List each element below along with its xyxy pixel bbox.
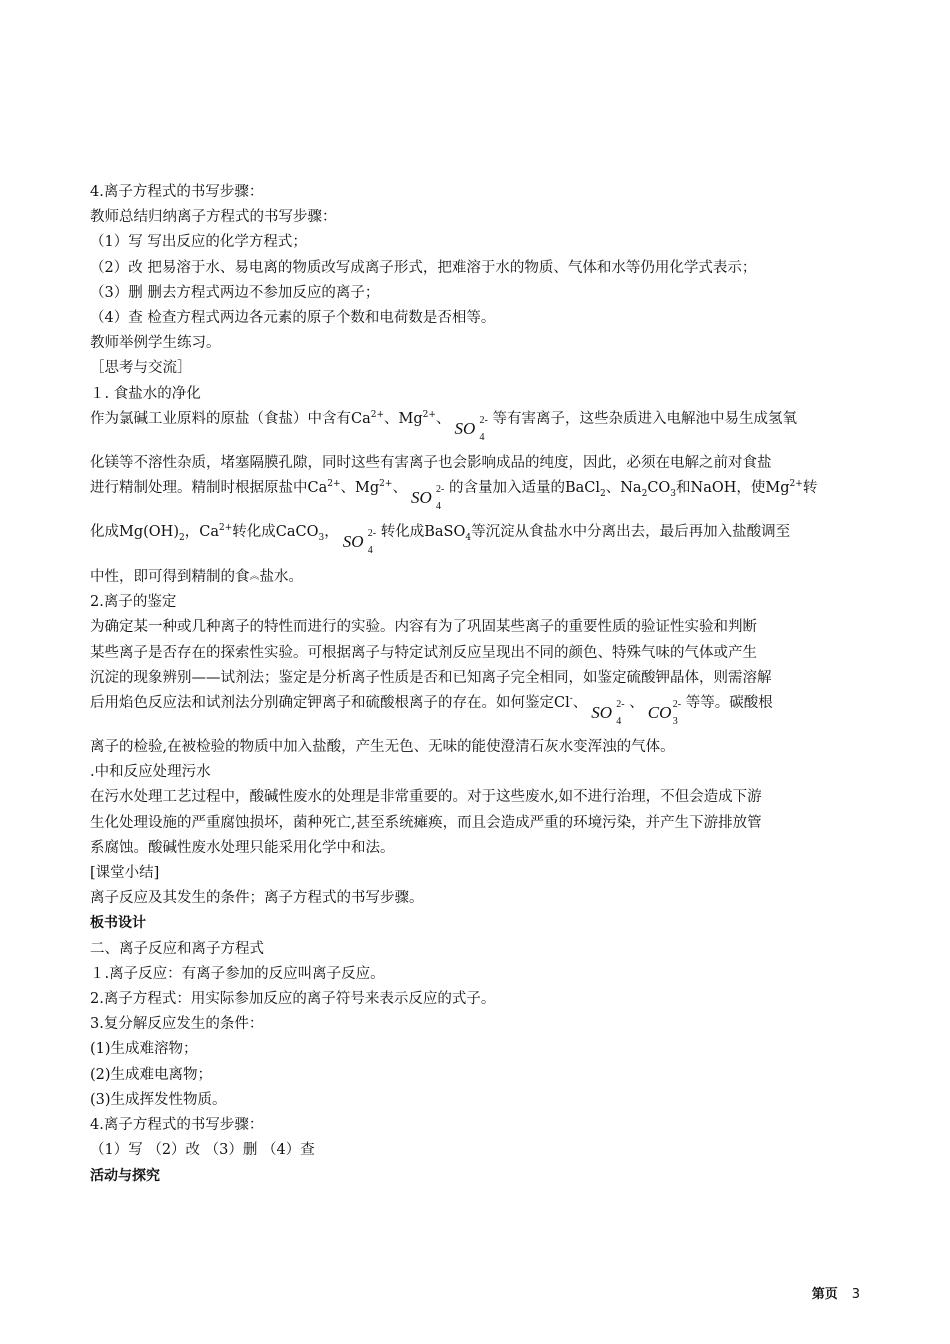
sulfate-ion-formula: SO 2- 4 (591, 699, 625, 728)
text-line: （1）写 写出反应的化学方程式； (90, 234, 307, 251)
carbonate-ion-formula: CO 2- 3 (647, 699, 682, 728)
summary-text: 离子反应及其发生的条件；离子方程式的书写步骤。 (90, 890, 424, 907)
text-line: （2）改 把易溶于水、易电离的物质改写成离子形式，把难溶于水的物质、气体和水等仍用化学式表示； (90, 259, 757, 276)
caret-mark: ︽ (249, 571, 260, 583)
paragraph-line: 在污水处理工艺过程中，酸碱性废水的处理是非常重要的。对于这些废水,如不进行治理，不但会造成下游 (90, 789, 762, 806)
sulfate-ion-formula: SO 2- 4 (342, 528, 377, 557)
paragraph-line: 化镁等不溶性杂质，堵塞隔膜孔隙，同时这些有害离子也会影响成品的纯度，因此，必须在电解之前对食盐 (90, 454, 772, 471)
paragraph-line: 沉淀的现象辨别——试剂法；鉴定是分析离子性质是否和已知离子完全相同，如鉴定硫酸钾晶体，则需溶解 (90, 669, 772, 686)
summary-title: [课堂小结] (90, 865, 160, 882)
page-footer (812, 1283, 860, 1302)
text-line: ［思考与交流］ (90, 360, 192, 377)
board-line: 4.离子方程式的书写步骤： (90, 1117, 264, 1134)
paragraph-line: 后用焰色反应法和试剂法分别确定钾离子和硫酸根离子的存在。如何鉴定Cl-、 SO 2- 4 、 CO 2- 3 等等。碳酸根 (90, 694, 773, 728)
page-number: 3 (851, 1287, 860, 1302)
paragraph-line: 进行精制处理。精制时根据原盐中$Ca^{2+}$、$Mg^{2+}$、 SO 2- 4 的含量加入适量的BaCl$_2$、$Na_2CO_3$和NaOH，使$Mg^{2+}$转 (90, 479, 818, 513)
activity-heading: 活动与探究 (90, 1167, 160, 1184)
document-body (90, 180, 862, 1189)
board-line: 二、离子反应和离子方程式 (90, 940, 264, 957)
paragraph-line: 化成$Mg(OH)_2$，$Ca^{2+}$转化成CaCO$_3$， SO 2- 4 转化成BaSO$_4$等沉淀从食盐水中分离出去，最后再加入盐酸调至 (90, 523, 791, 557)
sulfate-ion-formula: SO 2- 4 (410, 484, 445, 513)
board-line: 2.离子方程式：用实际参加反应的离子符号来表示反应的式子。 (90, 991, 496, 1008)
board-line: １.离子反应：有离子参加的反应叫离子反应。 (90, 965, 385, 982)
board-line: 3.复分解反应发生的条件： (90, 1016, 264, 1033)
paragraph-line: 中性，即可得到精制的食︽盐水。 (90, 564, 862, 590)
text-line: １. 食盐水的净化 (90, 385, 201, 402)
board-line: (2)生成难电离物； (90, 1066, 213, 1083)
page-label: 第页 (811, 1287, 838, 1302)
text-line: （4）查 检查方程式两边各元素的原子个数和电荷数是否相等。 (90, 310, 496, 327)
paragraph-line: 离子的检验,在被检验的物质中加入盐酸，产生无色、无味的能使澄清石灰水变浑浊的气体。 (90, 739, 675, 756)
board-line: (1)生成难溶物； (90, 1041, 198, 1058)
section-title: .中和反应处理污水 (90, 764, 211, 781)
section-title: 2.离子的鉴定 (90, 594, 177, 611)
paragraph-line: 系腐蚀。酸碱性废水处理只能采用化学中和法。 (90, 839, 395, 856)
board-design-heading: 板书设计 (90, 915, 146, 932)
paragraph-line: 某些离子是否存在的探索性实验。可根据离子与特定试剂反应呈现出不同的颜色、特殊气味的气体或产生 (90, 644, 757, 661)
board-line: (3)生成挥发性物质。 (90, 1091, 227, 1108)
text-line: 教师举例学生练习。 (90, 335, 221, 352)
text-line: 教师总结归纳离子方程式的书写步骤： (90, 209, 337, 226)
paragraph-line: 为确定某一种或几种离子的特性而进行的实验。内容有为了巩固某些离子的重要性质的验证性实验和判断 (90, 619, 757, 636)
sulfate-ion-formula: SO 2- 4 (454, 414, 488, 443)
paragraph-line: 生化处理设施的严重腐蚀损坏，菌种死亡,甚至系统瘫痪，而且会造成严重的环境污染，并产生下游排放管 (90, 814, 762, 831)
text-line: 4.离子方程式的书写步骤： (90, 184, 264, 200)
text-line: （3）删 删去方程式两边不参加反应的离子； (90, 284, 380, 301)
paragraph-line: 作为氯碱工业原料的原盐（食盐）中含有$Ca^{2+}$、$Mg^{2+}$、 SO 2- 4 等有害离子，这些杂质进入电解池中易生成氢氧 (90, 410, 797, 443)
board-line: （1）写 （2）改 （3）删 （4）查 (90, 1142, 315, 1159)
